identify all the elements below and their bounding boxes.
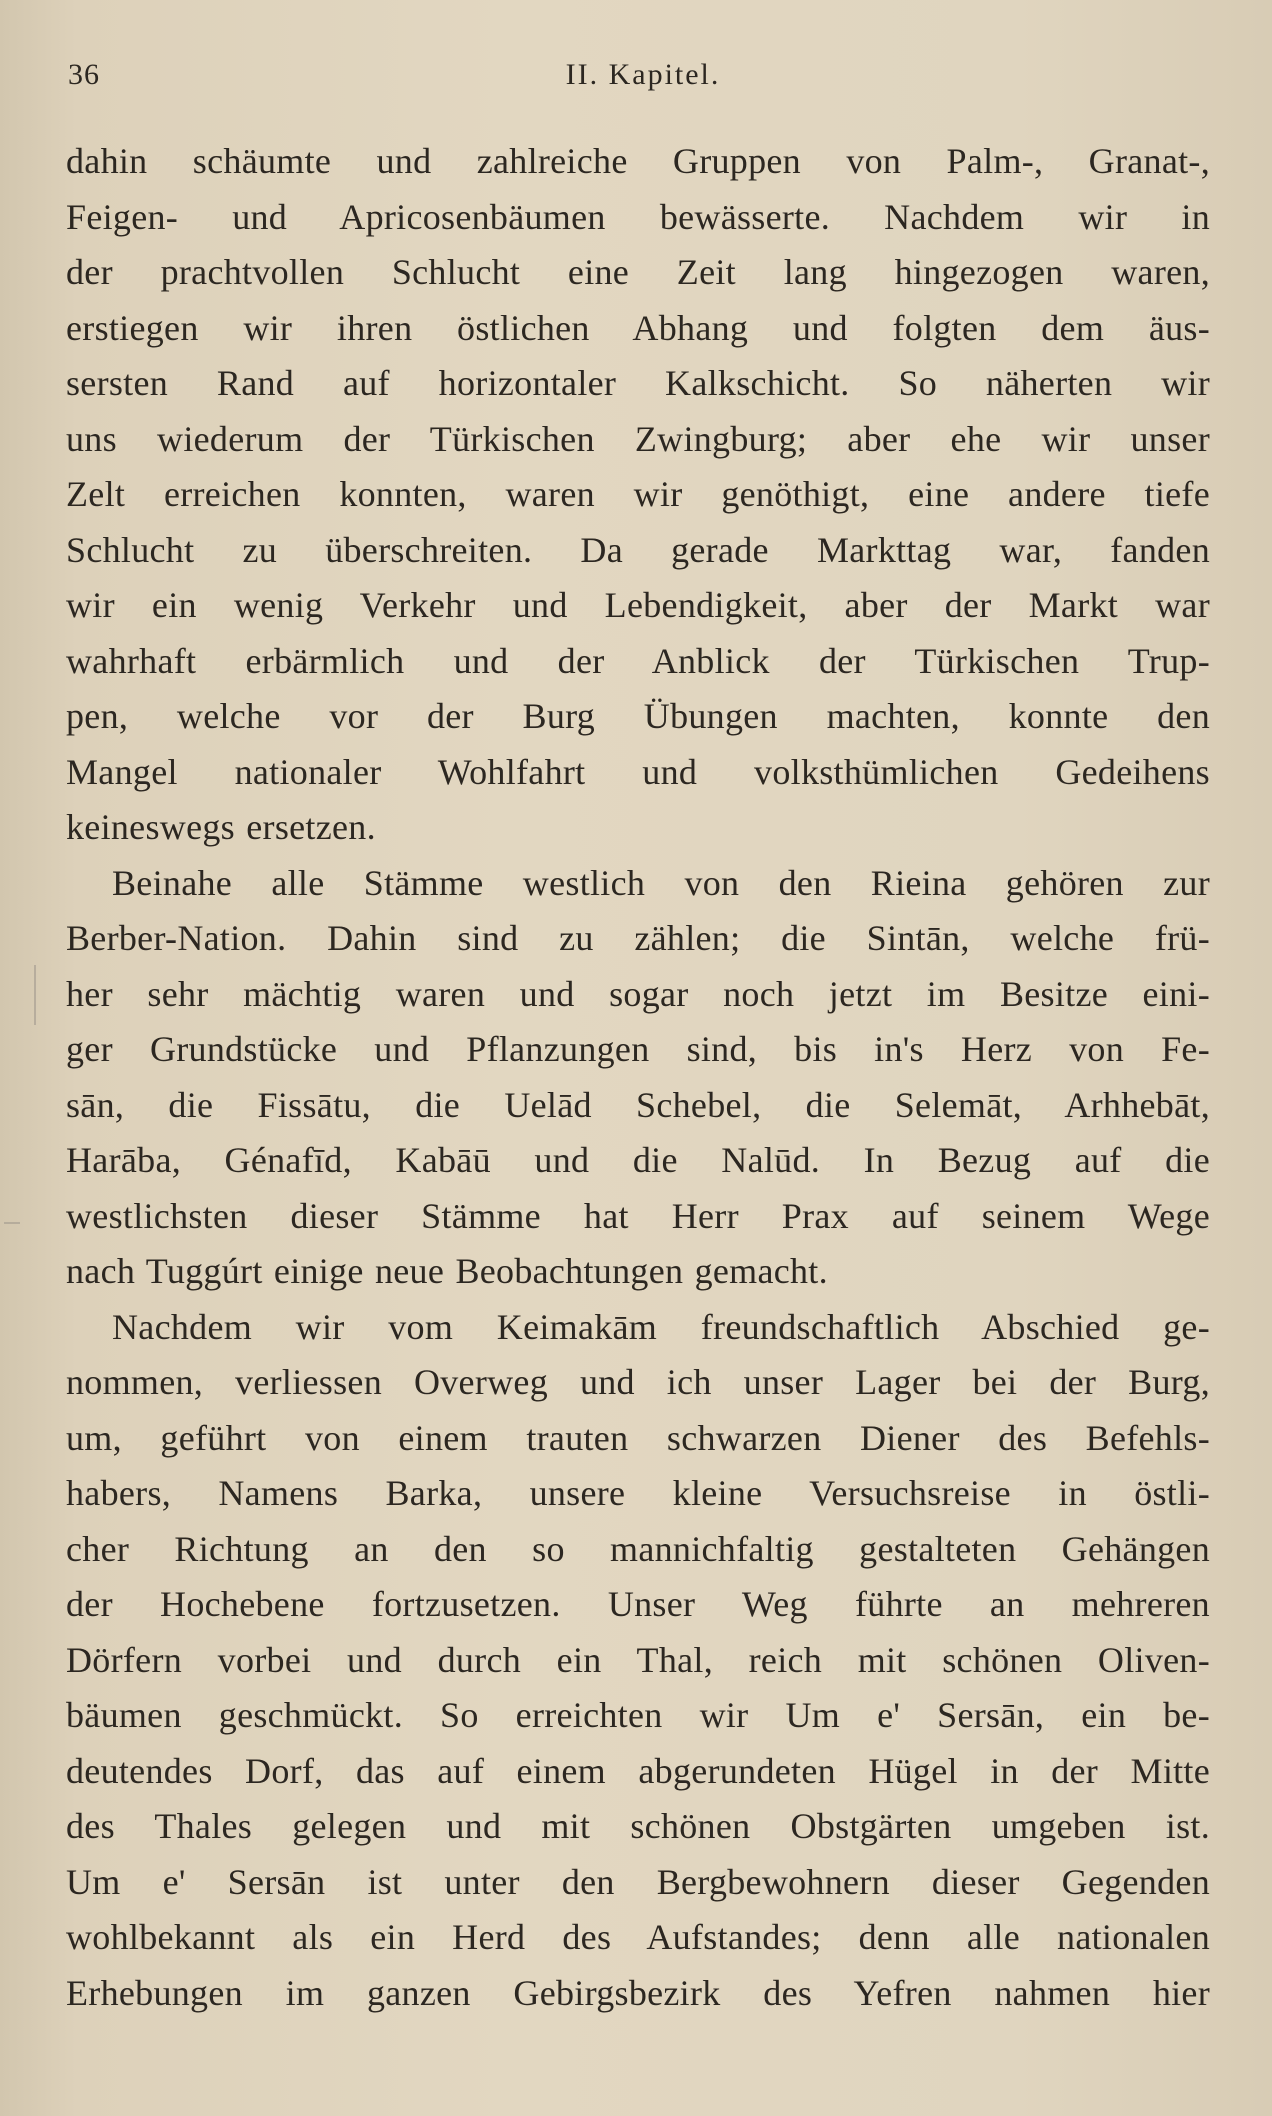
text-line: nach Tuggúrt einige neue Beobachtungen gemacht.: [66, 1251, 828, 1291]
text-line: pen, welche vor der Burg Übungen machten, konnte den: [66, 696, 1210, 736]
text-line: cher Richtung an den so mannichfaltig gestalteten Gehängen: [66, 1528, 1210, 1569]
text-line: Um e' Sersān ist unter den Bergbewohnern dieser Gegenden: [66, 1861, 1210, 1902]
margin-pencil-mark: [34, 965, 36, 1025]
chapter-title: II. Kapitel.: [565, 58, 721, 91]
text-line: Zelt erreichen konnten, waren wir genöthigt, eine andere tiefe: [66, 474, 1210, 514]
text-line: her sehr mächtig waren und sogar noch jetzt im Besitze eini-: [66, 973, 1210, 1014]
text-line: wir ein wenig Verkehr und Lebendigkeit, aber der Markt war: [66, 585, 1210, 625]
text-line: Dörfern vorbei und durch ein Thal, reich mit schönen Oliven-: [66, 1639, 1210, 1680]
text-line: Berber-Nation. Dahin sind zu zählen; die Sintān, welche frü-: [66, 918, 1210, 958]
text-line: der prachtvollen Schlucht eine Zeit lang hingezogen waren,: [66, 252, 1210, 292]
text-line: deutendes Dorf, das auf einem abgerundeten Hügel in der Mitte: [66, 1750, 1210, 1791]
text-line: Nachdem wir vom Keimakām freundschaftlich Abschied ge-: [112, 1306, 1210, 1347]
text-line: des Thales gelegen und mit schönen Obstgärten umgeben ist.: [66, 1806, 1210, 1846]
text-line: erstiegen wir ihren östlichen Abhang und folgten dem äus-: [66, 307, 1210, 348]
paragraph-3: [66, 1300, 1210, 2022]
text-line: Feigen- und Apricosenbäumen bewässerte. Nachdem wir in: [66, 196, 1210, 237]
text-line: Harāba, Génafīd, Kabāū und die Nalūd. In Bezug auf die: [66, 1140, 1210, 1180]
text-line: Beinahe alle Stämme westlich von den Rieina gehören zur: [112, 862, 1210, 903]
paragraph-2: [66, 856, 1210, 1300]
text-line: sān, die Fissātu, die Uelād Schebel, die Selemāt, Arhhebāt,: [66, 1084, 1210, 1125]
text-line: habers, Namens Barka, unsere kleine Versuchsreise in östli-: [66, 1473, 1210, 1513]
text-line: Schlucht zu überschreiten. Da gerade Markttag war, fanden: [66, 529, 1210, 570]
text-line: sersten Rand auf horizontaler Kalkschicht. So näherten wir: [66, 363, 1210, 403]
text-line: Erhebungen im ganzen Gebirgsbezirk des Yefren nahmen hier: [66, 1972, 1210, 2013]
running-head: [68, 58, 1218, 98]
text-line: bäumen geschmückt. So erreichten wir Um e' Sersān, ein be-: [66, 1695, 1210, 1735]
text-line: nommen, verliessen Overweg und ich unser Lager bei der Burg,: [66, 1362, 1210, 1402]
paragraph-1: [66, 134, 1210, 856]
text-line: wohlbekannt als ein Herd des Aufstandes; denn alle nationalen: [66, 1917, 1210, 1957]
text-line: wahrhaft erbärmlich und der Anblick der Türkischen Trup-: [66, 640, 1210, 681]
text-line: westlichsten dieser Stämme hat Herr Prax auf seinem Wege: [66, 1195, 1210, 1236]
text-line: um, geführt von einem trauten schwarzen Diener des Befehls-: [66, 1417, 1210, 1458]
text-line: ger Grundstücke und Pflanzungen sind, bis in's Herz von Fe-: [66, 1029, 1210, 1069]
text-line: keineswegs ersetzen.: [66, 807, 376, 847]
text-line: dahin schäumte und zahlreiche Gruppen von Palm-, Granat-,: [66, 141, 1210, 181]
margin-pencil-mark: [4, 1222, 20, 1224]
text-line: uns wiederum der Türkischen Zwingburg; aber ehe wir unser: [66, 418, 1210, 459]
body-text: [66, 134, 1210, 2021]
page-number: 36: [68, 58, 100, 91]
text-line: Mangel nationaler Wohlfahrt und volksthümlichen Gedeihens: [66, 751, 1210, 792]
text-line: der Hochebene fortzusetzen. Unser Weg führte an mehreren: [66, 1584, 1210, 1624]
